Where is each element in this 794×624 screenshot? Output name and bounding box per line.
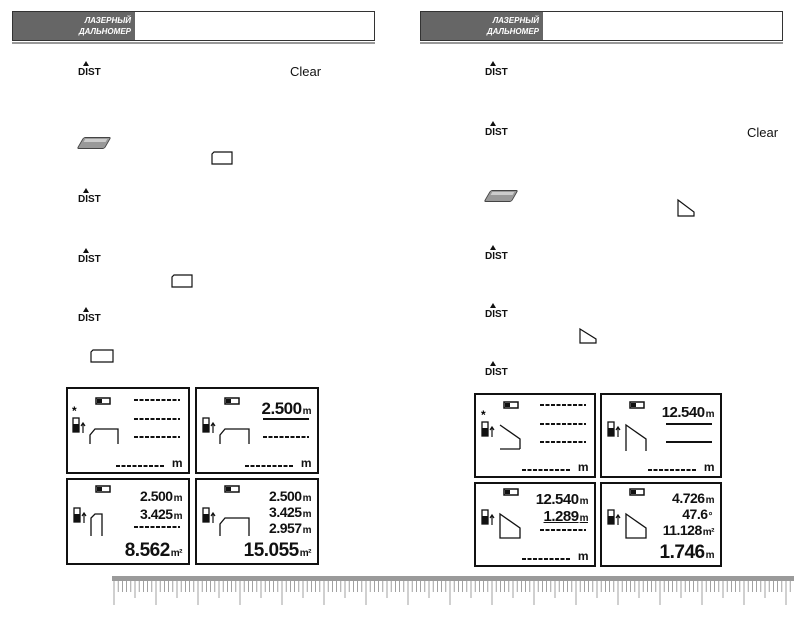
dist-button-icon: DIST: [78, 194, 101, 205]
lcd-value-1: 4.726m: [672, 490, 714, 506]
lcd-value-1: 2.500m: [269, 488, 311, 504]
dist-button-icon: DIST: [78, 313, 101, 324]
lcd-value-1: 12.540m: [535, 491, 588, 508]
lcd-value-3: 11.128m²: [662, 522, 714, 538]
lcd-display-left-3: [66, 478, 190, 565]
lcd-display-left-4: [195, 478, 319, 565]
area-shape-icon: [89, 348, 115, 364]
svg-text:*: *: [481, 408, 486, 422]
lcd-value-2: 3.425m: [140, 506, 182, 522]
dist-button-icon: DIST: [485, 67, 508, 78]
triangle-shape-icon: [676, 198, 696, 218]
dist-button-icon: DIST: [78, 67, 101, 78]
lcd-value-1: 2.500m: [261, 399, 311, 418]
dist-button-icon: DIST: [485, 127, 508, 138]
ruler-bar: [112, 576, 794, 581]
lcd-graphics: [476, 395, 594, 476]
left-header-tab: ЛАЗЕРНЫЙ ДАЛЬНОМЕР: [13, 12, 135, 40]
area-shape-icon: [170, 273, 194, 289]
lcd-main-value: 8.562m²: [124, 540, 182, 561]
lcd-display-right-3: [474, 482, 596, 567]
device-icon: [77, 137, 112, 149]
lcd-main-unit: m: [577, 549, 588, 563]
right-header-underline: [420, 42, 783, 44]
lcd-graphics: [68, 389, 188, 472]
lcd-display-left-1: [66, 387, 190, 474]
clear-button-label: Clear: [747, 125, 779, 140]
dist-button-icon: DIST: [485, 309, 508, 320]
left-header: [12, 11, 375, 41]
device-icon: [484, 190, 519, 202]
lcd-value-1: 2.500m: [140, 488, 182, 504]
right-header-tab: ЛАЗЕРНЫЙ ДАЛЬНОМЕР: [421, 12, 543, 40]
lcd-display-left-2: [195, 387, 319, 474]
lcd-main-unit: m: [300, 456, 311, 470]
clear-button-label: Clear: [290, 64, 322, 79]
lcd-value-2: 3.425m: [269, 504, 311, 520]
right-header: [420, 11, 783, 41]
lcd-main-value: 1.746m: [659, 542, 714, 563]
svg-text:*: *: [72, 404, 77, 418]
dist-button-icon: DIST: [485, 251, 508, 262]
dist-button-icon: DIST: [78, 254, 101, 265]
area-shape-icon: [210, 150, 234, 166]
lcd-display-right-1: [474, 393, 596, 478]
lcd-value-3: 2.957m: [269, 520, 311, 536]
dist-button-icon: DIST: [485, 367, 508, 378]
lcd-main-unit: m: [171, 456, 182, 470]
lcd-value-2: 47.6°: [682, 506, 712, 522]
lcd-main-value: 15.055m²: [243, 540, 311, 561]
lcd-main-unit: m: [703, 460, 714, 474]
ruler-graphic: [112, 576, 794, 608]
lcd-value-2: 1.289m: [543, 508, 588, 525]
lcd-display-right-2: [600, 393, 722, 478]
left-header-underline: [12, 42, 375, 44]
triangle-shape-icon: [578, 327, 598, 345]
lcd-main-unit: m: [577, 460, 588, 474]
lcd-value-1: 12.540m: [661, 404, 714, 421]
lcd-display-right-4: [600, 482, 722, 567]
